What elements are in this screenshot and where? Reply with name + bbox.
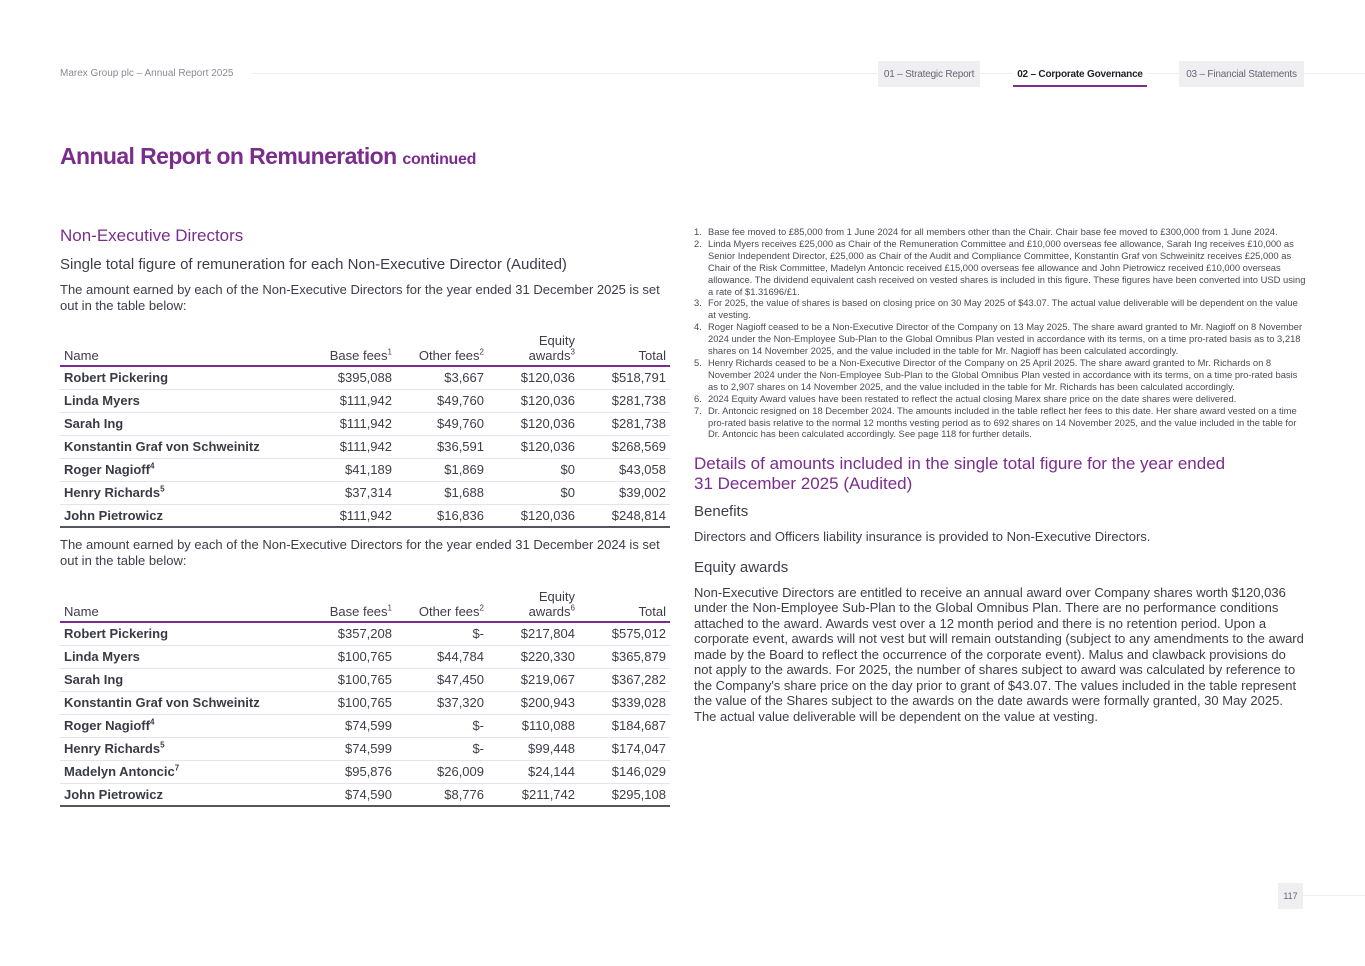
director-name [60, 481, 310, 504]
footnote-ref: 4 [149, 461, 155, 471]
footnote-number: 5. [694, 356, 702, 368]
total-cell: $575,012 [579, 622, 670, 645]
equity-awards-cell: $0 [488, 481, 579, 504]
table-row [60, 389, 670, 412]
tab-corporate-governance[interactable]: 02 – Corporate Governance [1013, 61, 1147, 87]
footnote-ref: 6 [570, 603, 575, 613]
table-row [60, 783, 670, 806]
base-fees-cell: $74,590 [310, 783, 396, 806]
col-header-base-label: Base fees [329, 348, 388, 363]
equity-awards-cell: $120,036 [488, 366, 579, 389]
director-name [60, 412, 310, 435]
col-header-equity-line2: awards [528, 604, 571, 619]
other-fees-cell: $- [396, 622, 488, 645]
base-fees-cell: $95,876 [310, 760, 396, 783]
footnote-item [694, 238, 1306, 298]
table-row [60, 714, 670, 737]
base-fees-cell: $111,942 [310, 389, 396, 412]
footnote-item [694, 226, 1306, 238]
director-name [60, 714, 310, 737]
other-fees-cell: $36,591 [396, 435, 488, 458]
director-name [60, 783, 310, 806]
other-fees-cell: $44,784 [396, 645, 488, 668]
details-heading-line2: 31 December 2025 (Audited) [694, 473, 913, 493]
footnote-item [694, 393, 1306, 405]
table-row [60, 458, 670, 481]
right-column [694, 226, 1306, 724]
footnotes-list [694, 226, 1306, 440]
director-name-text: Linda Myers [64, 649, 140, 664]
other-fees-cell: $26,009 [396, 760, 488, 783]
base-fees-cell: $111,942 [310, 435, 396, 458]
director-name [60, 435, 310, 458]
equity-awards-cell: $220,330 [488, 645, 579, 668]
footnote-ref: 1 [387, 603, 392, 613]
total-cell: $518,791 [579, 366, 670, 389]
director-name-text: Roger Nagioff [64, 718, 150, 733]
intro-2024: The amount earned by each of the Non-Executive Directors for the year ended 31 December 2024 is set out in the table below: [60, 537, 660, 568]
base-fees-cell: $41,189 [310, 458, 396, 481]
director-name-text: Henry Richards [64, 741, 161, 756]
remuneration-table-2025 [60, 333, 670, 528]
base-fees-cell: $37,314 [310, 481, 396, 504]
total-cell: $295,108 [579, 783, 670, 806]
col-header-other-label: Other fees [418, 348, 480, 363]
equity-awards-cell: $24,144 [488, 760, 579, 783]
total-cell: $281,738 [579, 412, 670, 435]
col-header-total: Total [579, 589, 670, 622]
director-name-text: Konstantin Graf von Schweinitz [64, 439, 260, 454]
col-header-equity-awards [488, 589, 579, 622]
remuneration-table-2024 [60, 589, 670, 807]
table-row [60, 622, 670, 645]
col-header-total: Total [579, 333, 670, 366]
director-name-text: Sarah Ing [64, 672, 124, 687]
director-name [60, 737, 310, 760]
table-row [60, 366, 670, 389]
report-name: Marex Group plc – Annual Report 2025 [60, 68, 234, 79]
page-title [60, 143, 476, 170]
director-name-text: Robert Pickering [64, 370, 169, 386]
equity-awards-cell: $120,036 [488, 412, 579, 435]
base-fees-cell: $74,599 [310, 714, 396, 737]
total-cell: $39,002 [579, 481, 670, 504]
table-row [60, 737, 670, 760]
director-name-text: Madelyn Antoncic [64, 764, 175, 779]
equity-awards-cell: $120,036 [488, 504, 579, 527]
director-name-text: John Pietrowicz [64, 507, 163, 523]
footnote-number: 2. [694, 237, 702, 249]
col-header-equity-line2: awards [528, 348, 571, 363]
other-fees-cell: $3,667 [396, 366, 488, 389]
footnote-text: Henry Richards ceased to be a Non-Executive Director of the Company on 25 April 2025. The share award granted to Mr. Richards on 8 November 2024 under the Non-Employee Sub-Plan to the Global Omnibus Plan vested in accordance with its terms, on a time pro-rated basis as to 2,907 shares on 14 November 2025, and the value included in the table for Mr. Richards has been calculated accordingly. [708, 356, 1298, 392]
table-row [60, 645, 670, 668]
col-header-base-label: Base fees [329, 604, 388, 619]
footnote-ref: 2 [479, 347, 484, 357]
section-heading: Non-Executive Directors [60, 226, 244, 245]
table-row [60, 760, 670, 783]
director-name-text: Sarah Ing [64, 416, 124, 431]
other-fees-cell: $47,450 [396, 668, 488, 691]
total-cell: $365,879 [579, 645, 670, 668]
footnote-text: Dr. Antoncic resigned on 18 December 2024. The amounts included in the table reflect her fees to this date. Her share award vested on a time pro-rated basis relative to the normal 12 months vesting period as to 692 shares on 14 November 2025, and the value included in the table for Dr. Antoncic has been calculated accordingly. See page 118 for further details. [708, 404, 1297, 440]
equity-awards-cell: $211,742 [488, 783, 579, 806]
equity-awards-cell: $120,036 [488, 389, 579, 412]
footnote-ref: 1 [387, 347, 392, 357]
table-row [60, 668, 670, 691]
footnote-text: For 2025, the value of shares is based on closing price on 30 May 2025 of $43.07. The actual value deliverable will be dependent on the value at vesting. [708, 297, 1298, 321]
footnote-ref: 3 [570, 347, 575, 357]
equity-awards-cell: $200,943 [488, 691, 579, 714]
base-fees-cell: $357,208 [310, 622, 396, 645]
tab-strategic-report[interactable]: 01 – Strategic Report [878, 61, 980, 87]
other-fees-cell: $8,776 [396, 783, 488, 806]
total-cell: $339,028 [579, 691, 670, 714]
left-column [60, 226, 670, 807]
equity-awards-cell: $0 [488, 458, 579, 481]
col-header-name: Name [60, 333, 310, 366]
other-fees-cell: $16,836 [396, 504, 488, 527]
details-heading-line1: Details of amounts included in the single total figure for the year ended [694, 454, 1226, 474]
footnote-number: 7. [694, 404, 702, 416]
equity-awards-text: Non-Executive Directors are entitled to receive an annual award over Company shares worth $120,036 under the Non-Employee Sub-Plan to the Global Omnibus Plan. There are no performance conditions attached to the award. Awards vest over a 12 month period and there is no retention period. Upon a corporate event, awards will not vest but will remain outstanding (subject to any amendments to the award made by the Board to reflect the occurrence of the corporate event). Malus and clawback provisions do not apply to the awards. For 2025, the number of shares subject to award was calculated by reference to the Company's share price on the day prior to grant of $43.07. The values included in the table represent the value of the Shares subject to the awards on the date awards were formally granted, 30 May 2025. The actual value deliverable will be dependent on the value at vesting. [694, 584, 1304, 724]
director-name-text: Linda Myers [64, 393, 140, 408]
col-header-name: Name [60, 589, 310, 622]
footnote-number: 6. [694, 392, 702, 404]
footnote-text: Base fee moved to £85,000 from 1 June 2024 for all members other than the Chair. Chair base fee moved to £300,000 from 1 June 2024. [708, 226, 1278, 237]
tab-financial-statements[interactable]: 03 – Financial Statements [1179, 61, 1304, 87]
col-header-other-label: Other fees [418, 604, 480, 619]
footnote-number: 3. [694, 297, 702, 309]
footnote-number: 4. [694, 321, 702, 333]
intro-2025: The amount earned by each of the Non-Executive Directors for the year ended 31 December 2025 is set out in the table below: [60, 282, 660, 313]
equity-awards-cell: $99,448 [488, 737, 579, 760]
footer-divider [1303, 895, 1365, 896]
director-name-text: Roger Nagioff [64, 462, 150, 477]
col-header-base-fees [310, 589, 396, 622]
table-header-row [60, 333, 670, 366]
col-header-base-fees [310, 333, 396, 366]
footnote-item [694, 405, 1306, 441]
base-fees-cell: $100,765 [310, 691, 396, 714]
page-title-suffix: continued [402, 151, 477, 168]
total-cell: $248,814 [579, 504, 670, 527]
base-fees-cell: $100,765 [310, 668, 396, 691]
director-name [60, 504, 310, 527]
footnote-ref: 5 [160, 740, 165, 750]
benefits-heading: Benefits [694, 503, 749, 521]
director-name-text: Konstantin Graf von Schweinitz [64, 695, 260, 710]
director-name [60, 691, 310, 714]
director-name [60, 366, 310, 389]
equity-awards-cell: $217,804 [488, 622, 579, 645]
director-name [60, 622, 310, 645]
col-header-equity-line1: Equity [538, 333, 575, 348]
footnote-text: Linda Myers receives £25,000 as Chair of the Remuneration Committee and £10,000 overseas fee allowance, Sarah Ing receives £10,000 as Senior Independent Director, £25,000 as Chair of the Audit and Compliance Committee, Konstantin Graf von Schweinitz receives £25,000 as Chair of the Risk Committee, Madelyn Antoncic received £15,000 overseas fee allowance and John Pietrowicz received £10,000 overseas allowance. The dividend equivalent cash received on vested shares is included in this figure. These figures have been converted into USD using a rate of $1.31696/£1. [708, 237, 1306, 297]
footnote-ref: 2 [479, 603, 484, 613]
total-cell: $43,058 [579, 458, 670, 481]
footnote-text: 2024 Equity Award values have been restated to reflect the actual closing Marex share price on the date shares were delivered. [708, 392, 1237, 404]
details-heading [694, 454, 1306, 493]
other-fees-cell: $1,688 [396, 481, 488, 504]
table-row [60, 481, 670, 504]
director-name-text: Henry Richards [64, 485, 161, 500]
footnote-ref: 4 [149, 717, 155, 727]
table-row [60, 691, 670, 714]
total-cell: $281,738 [579, 389, 670, 412]
footnote-text: Roger Nagioff ceased to be a Non-Executive Director of the Company on 13 May 2025. The share award granted to Mr. Nagioff on 8 November 2024 under the Non-Employee Sub-Plan to the Global Omnibus Plan vested in accordance with its terms, on a time pro-rated basis as to 3,218 shares on 14 November 2025, and the value included in the table for Mr. Nagioff has been calculated accordingly. [708, 321, 1303, 357]
director-name [60, 668, 310, 691]
footnote-number: 1. [694, 226, 702, 237]
equity-awards-cell: $110,088 [488, 714, 579, 737]
total-cell: $146,029 [579, 760, 670, 783]
table-row [60, 504, 670, 527]
total-cell: $268,569 [579, 435, 670, 458]
director-name-text: John Pietrowicz [64, 786, 163, 802]
director-name [60, 760, 310, 783]
col-header-equity-line1: Equity [538, 589, 575, 604]
base-fees-cell: $100,765 [310, 645, 396, 668]
other-fees-cell: $1,869 [396, 458, 488, 481]
table-header-row [60, 589, 670, 622]
base-fees-cell: $111,942 [310, 504, 396, 527]
director-name [60, 458, 310, 481]
director-name [60, 389, 310, 412]
footnote-item [694, 321, 1306, 357]
benefits-text: Directors and Officers liability insurance is provided to Non-Executive Directors. [694, 529, 1151, 545]
table-row [60, 412, 670, 435]
footnote-item [694, 297, 1306, 321]
director-name [60, 645, 310, 668]
page-title-main: Annual Report on Remuneration [60, 143, 397, 169]
equity-awards-cell: $219,067 [488, 668, 579, 691]
equity-awards-cell: $120,036 [488, 435, 579, 458]
total-cell: $184,687 [579, 714, 670, 737]
director-name-text: Robert Pickering [64, 626, 169, 642]
footnote-ref: 7 [174, 763, 180, 773]
col-header-equity-awards [488, 333, 579, 366]
total-cell: $367,282 [579, 668, 670, 691]
subheading: Single total figure of remuneration for each Non-Executive Director (Audited) [60, 256, 567, 273]
footnote-ref: 5 [160, 484, 165, 494]
equity-awards-heading: Equity awards [694, 558, 789, 576]
other-fees-cell: $- [396, 714, 488, 737]
page-number: 117 [1278, 883, 1303, 909]
other-fees-cell: $49,760 [396, 412, 488, 435]
base-fees-cell: $74,599 [310, 737, 396, 760]
base-fees-cell: $111,942 [310, 412, 396, 435]
total-cell: $174,047 [579, 737, 670, 760]
table-row [60, 435, 670, 458]
other-fees-cell: $- [396, 737, 488, 760]
col-header-other-fees [396, 333, 488, 366]
base-fees-cell: $395,088 [310, 366, 396, 389]
other-fees-cell: $49,760 [396, 389, 488, 412]
other-fees-cell: $37,320 [396, 691, 488, 714]
footnote-item [694, 357, 1306, 393]
col-header-other-fees [396, 589, 488, 622]
